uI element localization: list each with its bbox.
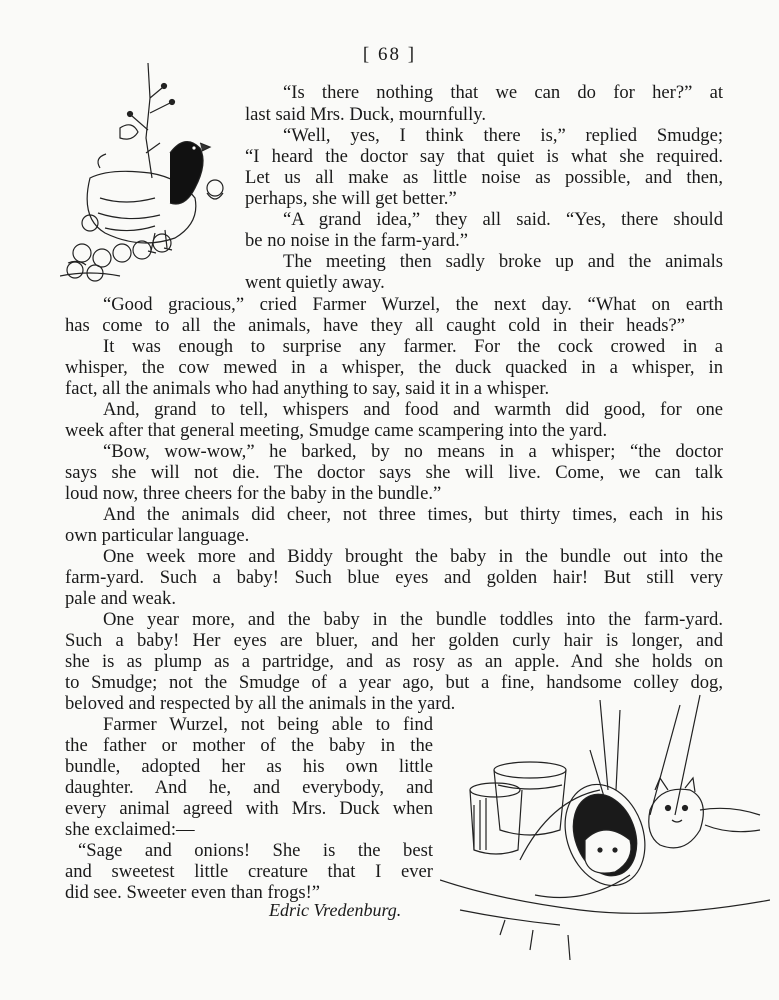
text-line: daughter. And he, and everybody, and bbox=[65, 777, 433, 798]
text-line: went quietly away. bbox=[245, 272, 385, 293]
text-line: week after that general meeting, Smudge came scampering into the yard. bbox=[65, 420, 608, 441]
text-line: And, grand to tell, whispers and food and warmth did good, for one bbox=[103, 399, 723, 420]
text-line: did see. Sweeter even than frogs!” bbox=[65, 882, 321, 903]
text-line: fact, all the animals who had anything to say, said it in a whisper. bbox=[65, 378, 550, 399]
text-line: the father or mother of the baby in the bbox=[65, 735, 433, 756]
text-line: It was enough to surprise any farmer. For the cock crowed in a bbox=[103, 336, 723, 357]
text-line: “I heard the doctor say that quiet is what she required. bbox=[245, 146, 723, 167]
text-line: “Bow, wow-wow,” he barked, by no means in a whisper; “the doctor bbox=[103, 441, 723, 462]
kitten-and-flowerpots-illustration bbox=[440, 690, 770, 970]
text-line: The meeting then sadly broke up and the animals bbox=[283, 251, 723, 272]
author-signature: Edric Vredenburg. bbox=[269, 900, 402, 920]
text-line: “Is there nothing that we can do for her?” at bbox=[283, 82, 723, 103]
text-line: last said Mrs. Duck, mournfully. bbox=[245, 104, 487, 125]
text-line: bundle, adopted her as his own little bbox=[65, 756, 433, 777]
text-line: loud now, three cheers for the baby in the bundle.” bbox=[65, 483, 442, 504]
text-line: Such a baby! Her eyes are bluer, and her golden curly hair is longer, and bbox=[65, 630, 723, 651]
text-line: whisper, the cow mewed in a whisper, the duck quacked in a whisper, in bbox=[65, 357, 723, 378]
text-line: farm-yard. Such a baby! Such blue eyes and golden hair! But still very bbox=[65, 567, 723, 588]
text-line: every animal agreed with Mrs. Duck when bbox=[65, 798, 433, 819]
text-line: and sweetest little creature that I ever bbox=[65, 861, 433, 882]
text-line: And the animals did cheer, not three times, but thirty times, each in his bbox=[103, 504, 723, 525]
text-line: pale and weak. bbox=[65, 588, 176, 609]
hen-with-chicks-illustration bbox=[60, 58, 245, 283]
text-line: “A grand idea,” they all said. “Yes, there should bbox=[283, 209, 723, 230]
text-line: Let us all make as little noise as possible, and then, bbox=[245, 167, 723, 188]
text-line: be no noise in the farm-yard.” bbox=[245, 230, 469, 251]
text-line: One week more and Biddy brought the baby in the bundle out into the bbox=[103, 546, 723, 567]
text-line: to Smudge; not the Smudge of a year ago, but a fine, handsome colley dog, bbox=[65, 672, 723, 693]
text-line: has come to all the animals, have they all caught cold in their heads?” bbox=[65, 315, 685, 336]
text-line: beloved and respected by all the animals in the yard. bbox=[65, 693, 456, 714]
text-line: she is as plump as a partridge, and as rosy as an apple. And she holds on bbox=[65, 651, 723, 672]
text-line: she exclaimed:— bbox=[65, 819, 195, 840]
page-number: [ 68 ] bbox=[362, 44, 417, 65]
text-line: own particular language. bbox=[65, 525, 250, 546]
text-line: Farmer Wurzel, not being able to find bbox=[103, 714, 433, 735]
text-line: “Sage and onions! She is the best bbox=[78, 840, 433, 861]
text-line: perhaps, she will get better.” bbox=[245, 188, 457, 209]
text-line: One year more, and the baby in the bundle toddles into the farm-yard. bbox=[103, 609, 723, 630]
text-line: says she will not die. The doctor says she will live. Come, we can talk bbox=[65, 462, 723, 483]
text-line: “Good gracious,” cried Farmer Wurzel, the next day. “What on earth bbox=[103, 294, 723, 315]
text-line: “Well, yes, I think there is,” replied Smudge; bbox=[283, 125, 723, 146]
